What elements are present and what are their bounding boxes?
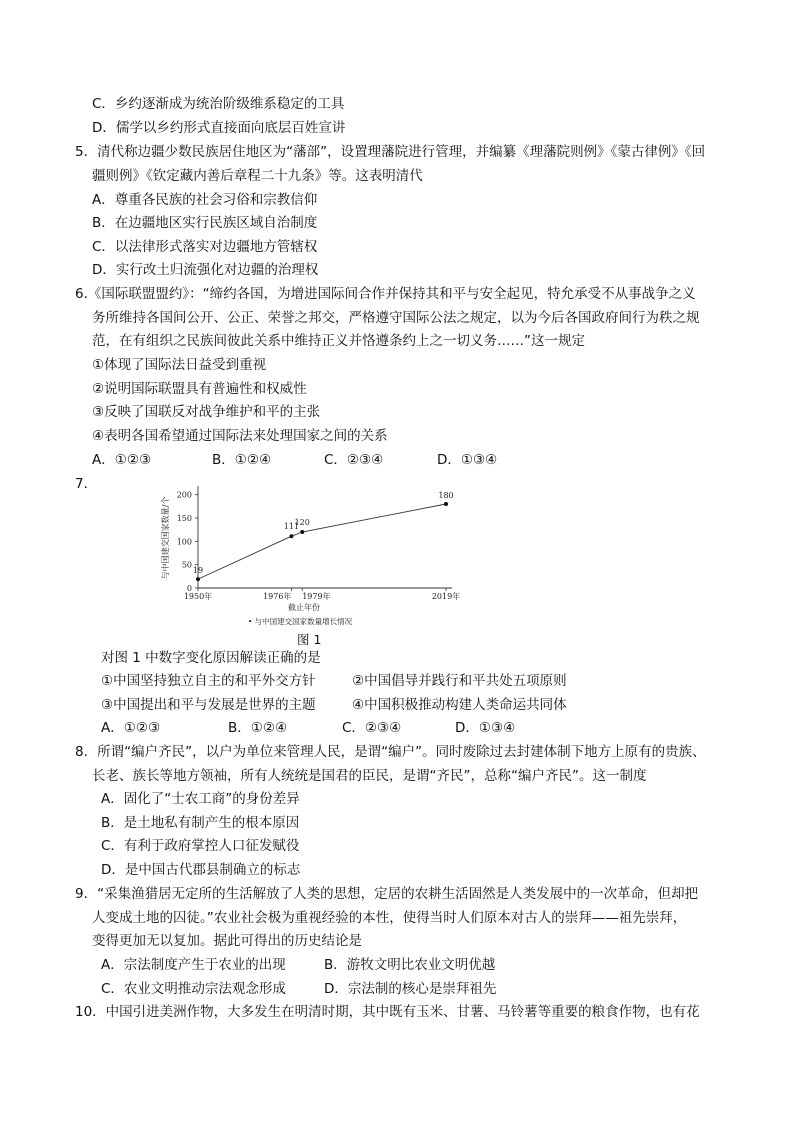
chart-y-tick-label: 100 <box>176 537 192 547</box>
chart-y-tick-label: 200 <box>176 490 192 500</box>
q9-stem-line-3: 变得更加无以复加。据此可得出的历史结论是 <box>92 933 362 949</box>
chart-caption: • 与中国建交国家数量增长情况 <box>247 617 353 626</box>
q6-option-c: C．②③④ <box>324 452 384 468</box>
chart-data-label: 19 <box>192 566 204 576</box>
q5-option-d: D．实行改土归流强化对边疆的治理权 <box>92 262 319 278</box>
chart-x-tick-label: 2019年 <box>431 592 461 601</box>
q6-stem-line-3: 范，在有组织之民族间彼此关系中维持正义并恪遵条约上之一切义务……”这一规定 <box>92 333 585 349</box>
q6-stem-line-1: 6.《国际联盟盟约》：“缔约各国，为增进国际间合作并保持其和平与安全起见，特允承受不从事战争之义 <box>75 286 696 302</box>
q6-item-3: ③反映了国联反对战争维护和平的主张 <box>92 404 321 420</box>
q7-item-4: ④中国积极推动构建人类命运共同体 <box>352 697 567 713</box>
chart-x-tick-label: 1950年 <box>183 592 213 601</box>
chart-x-ticks <box>184 588 460 601</box>
q9-stem-line-2: 人变成土地的囚徒。”农业社会极为重视经验的本性，使得当时人们原本对古人的崇拜——祖先崇拜， <box>92 910 687 926</box>
chart-data-point <box>289 534 293 538</box>
q7-option-c: C．②③④ <box>342 720 402 736</box>
chart-y-tick-label: 0 <box>186 584 192 593</box>
q6-option-a: A．①②③ <box>92 452 152 468</box>
q7-item-2: ②中国倡导并践行和平共处五项原则 <box>352 673 567 689</box>
q6-options <box>0 450 794 470</box>
chart-data-points <box>193 491 454 581</box>
q9-option-d: D．宗法制的核心是崇拜祖先 <box>324 981 497 997</box>
q5-stem-line-2: 疆则例》《钦定藏内善后章程二十九条》等。这表明清代 <box>92 168 423 184</box>
q8-stem-line-2: 长老、族长等地方领袖，所有人统统是国君的臣民，是谓“齐民”，总称“编户齐民”。这一制度 <box>92 768 647 784</box>
chart-y-ticks <box>177 491 198 593</box>
q10-stem-line-1: 10．中国引进美洲作物，大多发生在明清时期，其中既有玉米、甘薯、马铃薯等重要的粮食作物，也有花 <box>75 1004 700 1020</box>
q8-option-d: D．是中国古代郡县制确立的标志 <box>101 862 301 878</box>
q7-item-1: ①中国坚持独立自主的和平外交方针 <box>101 673 316 689</box>
q6-option-d: D．①③④ <box>437 452 498 468</box>
chart-y-tick-label: 50 <box>181 560 192 570</box>
q7-options <box>0 718 794 738</box>
q5-option-c: C．以法律形式落实对边疆地方管辖权 <box>92 239 318 255</box>
q8-option-a: A．固化了“士农工商”的身份差异 <box>101 791 300 807</box>
chart-data-point <box>444 502 448 506</box>
chart-y-axis-label: 与中国建交国家数量/个 <box>161 496 170 580</box>
q4-option-d: D．儒学以乡约形式直接面向底层百姓宣讲 <box>92 120 346 136</box>
chart-data-label: 120 <box>294 518 310 527</box>
q8-stem-line-1: 8．所谓“编户齐民”，以户为单位来管理人民，是谓“编户”。同时废除过去封建体制下地方上原有的贵族、 <box>75 744 706 760</box>
q7-option-a: A．①②③ <box>101 720 161 736</box>
chart-data-point <box>196 577 200 581</box>
q5-option-a: A．尊重各民族的社会习俗和宗教信仰 <box>92 192 318 208</box>
q7-items-row-1 <box>0 671 794 691</box>
chart-series-line <box>198 504 446 579</box>
q9-option-a: A．宗法制度产生于农业的出现 <box>101 957 286 973</box>
q8-option-c: C．有利于政府掌控人口征发赋役 <box>101 838 300 854</box>
q9-option-c: C．农业文明推动宗法观念形成 <box>101 981 286 997</box>
chart-y-tick-label: 150 <box>176 514 192 523</box>
q7-option-b: B．①②④ <box>228 720 288 736</box>
q9-options-row-1 <box>0 955 794 975</box>
chart-x-axis-label: 截止年份 <box>288 603 320 612</box>
q7-number: 7． <box>75 476 98 492</box>
q7-items-row-2 <box>0 695 794 715</box>
chart-x-tick-label: 1979年 <box>302 592 331 601</box>
q7-item-3: ③中国提出和平与发展是世界的主题 <box>101 697 316 713</box>
q5-option-b: B．在边疆地区实行民族区域自治制度 <box>92 215 318 231</box>
diplomatic-relations-line-chart <box>150 476 470 630</box>
q9-stem-line-1: 9．“采集渔猎居无定所的生活解放了人类的思想，定居的农耕生活固然是人类发展中的一次革命，但却把 <box>75 886 699 902</box>
q6-item-4: ④表明各国希望通过国际法来处理国家之间的关系 <box>92 428 388 444</box>
q9-option-b: B．游牧文明比农业文明优越 <box>324 957 496 973</box>
chart-data-point <box>300 530 304 534</box>
chart-x-tick-label: 1976年 <box>263 592 292 601</box>
q6-stem-line-2: 务所维持各国间公开、公正、荣誉之邦交，严格遵守国际公法之规定，以为今后各国政府间行为秩之规 <box>92 310 700 326</box>
q8-option-b: B．是土地私有制产生的根本原因 <box>101 815 300 831</box>
q6-option-b: B．①②④ <box>212 452 272 468</box>
chart-axes <box>198 486 452 588</box>
figure-label: 图 1 <box>297 632 322 647</box>
chart-data-label: 111 <box>283 522 300 532</box>
q7-option-d: D．①③④ <box>455 720 516 736</box>
q4-option-c: C．乡约逐渐成为统治阶级维系稳定的工具 <box>92 96 345 112</box>
q7-stem: 对图 1 中数字变化原因解读正确的是 <box>101 650 321 666</box>
q5-stem-line-1: 5．清代称边疆少数民族居住地区为“藩部”，设置理藩院进行管理，并编纂《理藩院则例》《蒙古律例》《回 <box>75 144 706 160</box>
q6-item-2: ②说明国际联盟具有普遍性和权威性 <box>92 381 307 397</box>
q9-options-row-2 <box>0 979 794 999</box>
chart-data-label: 180 <box>438 491 454 500</box>
q6-item-1: ①体现了国际法日益受到重视 <box>92 357 267 373</box>
